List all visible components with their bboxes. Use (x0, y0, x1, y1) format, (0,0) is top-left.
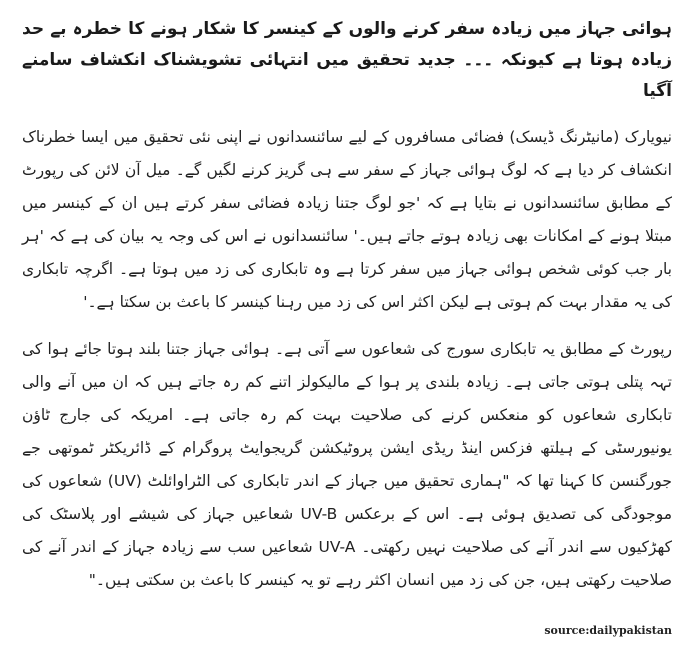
source-credit: source:dailypakistan (544, 624, 672, 637)
article-paragraph-1: نیویارک (مانیٹرنگ ڈیسک) فضائی مسافروں کے لیے سائنسدانوں نے اپنی نئی تحقیق میں ایسا خطرناک انکشاف کر دیا ہے کہ لوگ ہوائی جہاز کے سفر سے ہی گریز کرنے لگیں گے۔ میل آن لائن کی رپورٹ کے مطابق سائنسدانوں نے بتایا ہے کہ 'جو لوگ جتنا زیادہ فضائی سفر کرتے ہیں ان کے کینسر میں مبتلا ہونے کے امکانات بھی زیادہ ہوتے جاتے ہیں۔' سائنسدانوں نے اس کی وجہ یہ بیان کی ہے کہ 'ہر بار جب کوئی شخص ہوائی جہاز میں سفر کرتا ہے وہ تابکاری کی زد میں ہوتا ہے۔ اگرچہ تابکاری کی یہ مقدار بہت کم ہوتی ہے لیکن اکثر اس کی زد میں رہنا کینسر کا باعث بن سکتا ہے۔' (22, 128, 672, 311)
article (22, 14, 672, 611)
article-paragraph-2: رپورٹ کے مطابق یہ تابکاری سورج کی شعاعوں سے آتی ہے۔ ہوائی جہاز جتنا بلند ہوتا جائے ہوا کی تہہ پتلی ہوتی جاتی ہے۔ زیادہ بلندی پر ہوا کے مالیکولز اتنے کم رہ جاتے ہیں کہ ان میں آنے والی تابکاری شعاعوں کو منعکس کرنے کی صلاحیت بہت کم رہ جاتی ہے۔ امریکہ کی جارج ٹاؤن یونیورسٹی کے ہیلتھ فزکس اینڈ ریڈی ایشن پروٹیکشن گریجوایٹ پروگرام کے ڈائریکٹر ٹموتھی جے جورگنسن کا کہنا تھا کہ "ہماری تحقیق میں جہاز کے اندر تابکاری کی الٹراوائلٹ (UV) شعاعوں کی موجودگی کی تصدیق ہوئی ہے۔ اس کے برعکس UV-B شعاعیں جہاز کی شیشے اور پلاسٹک کی کھڑکیوں سے اندر آنے کی صلاحیت نہیں رکھتی۔ UV-A شعاعیں سب سے زیادہ جہاز کے اندر آنے کی صلاحیت رکھتی ہیں، جن کی زد میں انسان اکثر رہے تو یہ کینسر کا باعث بن سکتی ہیں۔" (22, 340, 673, 589)
article-headline: ہوائی جہاز میں زیادہ سفر کرنے والوں کے کینسر کا شکار ہونے کا خطرہ بے حد زیادہ ہوتا ہے کیونکہ ۔۔۔ جدید تحقیق میں انتہائی تشویشناک انکشاف سامنے آگیا (22, 19, 672, 101)
